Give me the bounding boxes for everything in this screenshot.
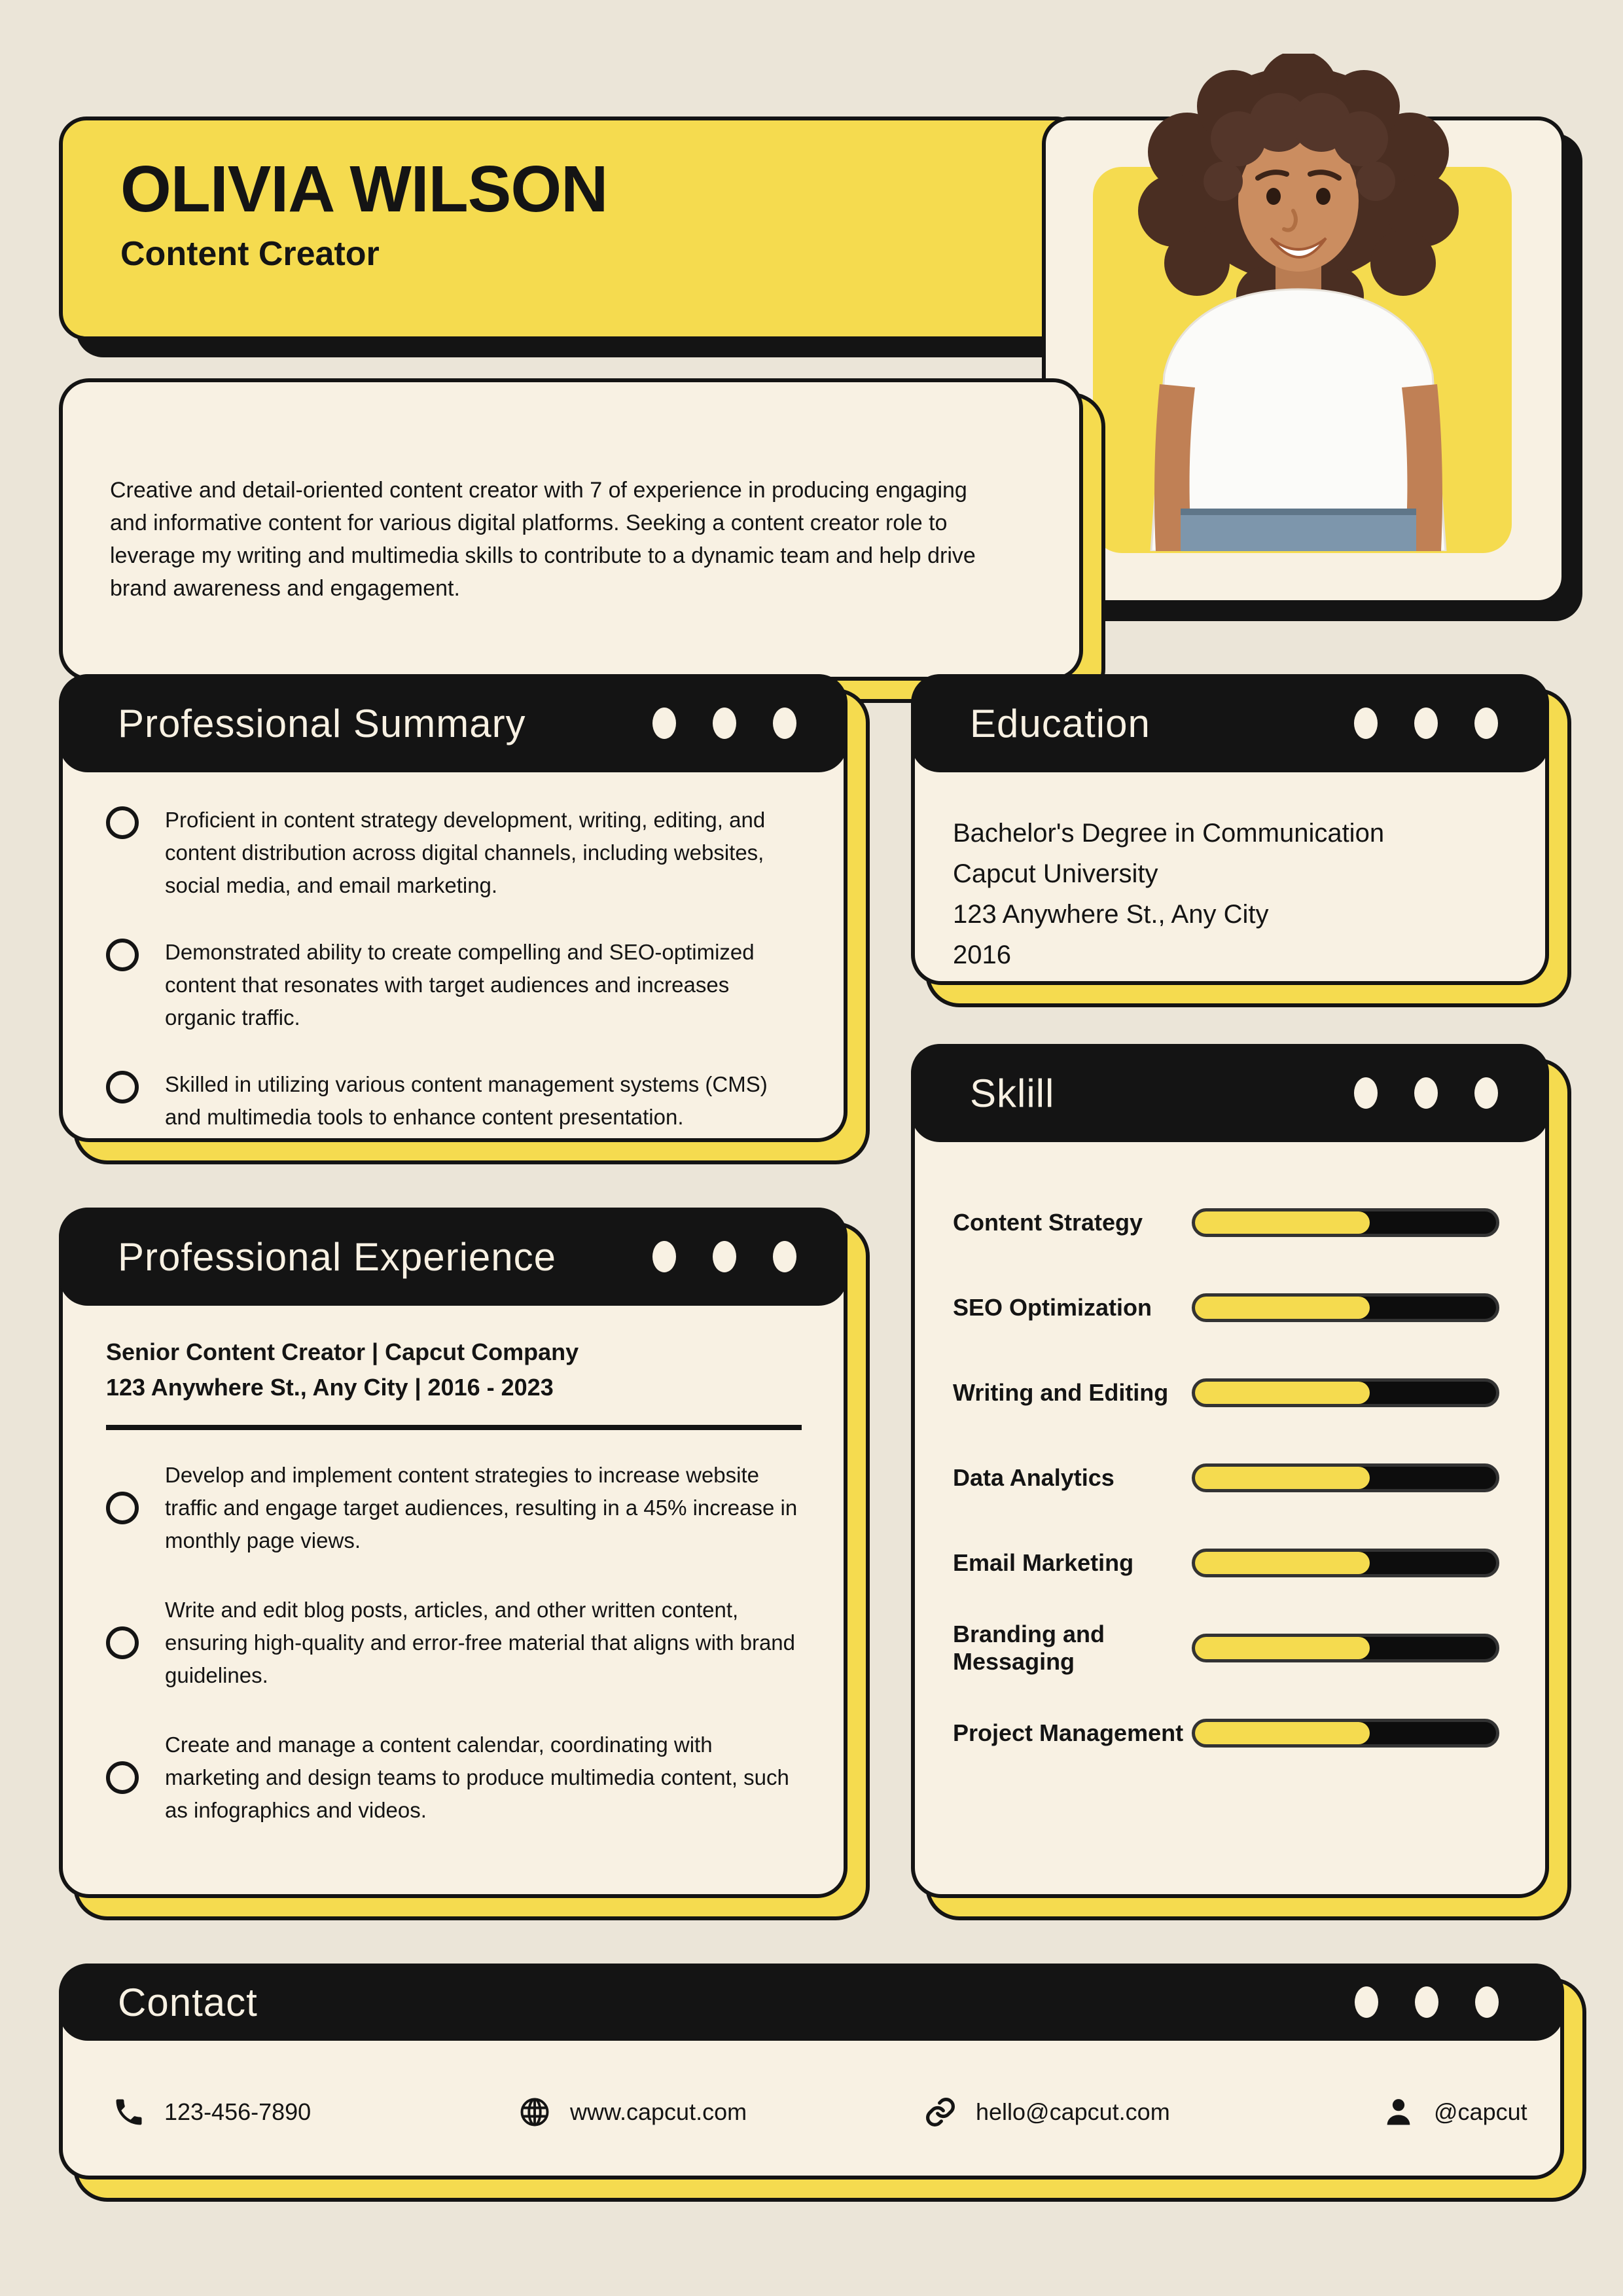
globe-icon	[518, 2095, 552, 2129]
window-dots-icon	[652, 1241, 796, 1272]
professional-summary-card	[59, 674, 847, 1142]
education-line: 2016	[953, 941, 1011, 969]
skill-row	[953, 1435, 1499, 1520]
skill-label: Branding and Messaging	[953, 1621, 1105, 1675]
skill-label: Project Management	[953, 1719, 1184, 1746]
person-job-title: Content Creator	[120, 235, 380, 273]
education-line: Bachelor's Degree in Communication	[953, 819, 1385, 848]
education-line: 123 Anywhere St., Any City	[953, 900, 1269, 929]
education-header	[911, 674, 1549, 772]
professional-experience-header	[59, 1208, 847, 1306]
experience-bullet-list	[106, 1459, 804, 1827]
photo-card	[1042, 117, 1565, 604]
contact-header	[59, 1964, 1564, 2041]
skill-label: Content Strategy	[953, 1209, 1143, 1236]
bullet-text: Write and edit blog posts, articles, and other written content, ensuring high-quality and error-free material that aligns with brand guidelines.	[165, 1598, 796, 1687]
bullet-circle-icon	[106, 806, 139, 839]
skill-bar-track	[1192, 1634, 1499, 1662]
skill-bar-track	[1192, 1463, 1499, 1492]
bullet-text: Demonstrated ability to create compelling and SEO-optimized content that resonates with target audiences and increases organic traffic.	[165, 940, 755, 1030]
skill-bar-track	[1192, 1549, 1499, 1577]
divider	[106, 1425, 802, 1430]
section-title: Contact	[118, 1980, 258, 2024]
jeans	[1181, 512, 1416, 551]
skill-bar-track	[1192, 1208, 1499, 1237]
bullet-text: Create and manage a content calendar, coordinating with marketing and design teams to produce multimedia content, such as infographics and videos.	[165, 1732, 789, 1822]
window-dots-icon	[652, 708, 796, 739]
link-icon	[923, 2095, 957, 2129]
window-dots-icon	[1354, 708, 1498, 739]
professional-experience-card	[59, 1208, 847, 1898]
contact-item	[112, 2095, 311, 2129]
contact-text: www.capcut.com	[570, 2098, 747, 2125]
contact-text: @capcut	[1434, 2098, 1527, 2125]
education-card	[911, 674, 1549, 985]
skill-bar-fill	[1195, 1211, 1370, 1234]
summary-bullet-list	[106, 804, 804, 1134]
skill-bar-track	[1192, 1719, 1499, 1748]
name-header-card	[59, 117, 1083, 340]
window-dots-icon	[1355, 1986, 1499, 2018]
person-name: OLIVIA WILSON	[120, 152, 608, 226]
skill-label: Data Analytics	[953, 1464, 1115, 1491]
education-details	[915, 776, 1545, 975]
contact-item	[1382, 2095, 1527, 2129]
contact-items	[63, 2045, 1560, 2179]
skill-row	[953, 1691, 1499, 1776]
bullet-text: Develop and implement content strategies to increase website traffic and engage target audiences, resulting in a 45% increase in monthly page views.	[165, 1463, 798, 1552]
skill-row	[953, 1520, 1499, 1605]
experience-meta: 123 Anywhere St., Any City | 2016 - 2023	[106, 1374, 554, 1401]
contact-text: 123-456-7890	[164, 2098, 312, 2125]
skill-bar-track	[1192, 1378, 1499, 1407]
skill-bar-fill	[1195, 1722, 1370, 1744]
bullet-circle-icon	[106, 1761, 139, 1794]
list-item	[106, 1594, 804, 1692]
portrait-photo	[1082, 54, 1514, 551]
section-title: Professional Summary	[118, 701, 526, 745]
contact-text: hello@capcut.com	[976, 2098, 1170, 2125]
contact-item	[518, 2095, 747, 2129]
bullet-circle-icon	[106, 1626, 139, 1659]
list-item	[106, 1068, 804, 1134]
skill-row	[953, 1180, 1499, 1265]
contact-card	[59, 1964, 1564, 2179]
education-line: Capcut University	[953, 859, 1158, 888]
skill-bar-fill	[1195, 1552, 1370, 1574]
skill-bar-fill	[1195, 1467, 1370, 1489]
skill-bar-fill	[1195, 1382, 1370, 1404]
skill-bar-fill	[1195, 1637, 1370, 1659]
skill-row	[953, 1605, 1499, 1691]
experience-role: Senior Content Creator | Capcut Company	[106, 1338, 579, 1365]
window-dots-icon	[1354, 1077, 1498, 1109]
phone-icon	[112, 2095, 146, 2129]
skills-card	[911, 1044, 1549, 1898]
list-item	[106, 936, 804, 1034]
list-item	[106, 1729, 804, 1827]
section-title: Sklill	[970, 1071, 1055, 1115]
bullet-text: Skilled in utilizing various content management systems (CMS) and multimedia tools to enhance content presentation.	[165, 1072, 768, 1129]
section-title: Professional Experience	[118, 1234, 557, 1279]
person-icon	[1382, 2095, 1416, 2129]
professional-summary-header	[59, 674, 847, 772]
intro-card	[59, 378, 1083, 681]
list-item	[106, 1459, 804, 1557]
skill-label: Writing and Editing	[953, 1379, 1169, 1406]
intro-text: Creative and detail-oriented content creator with 7 of experience in producing engaging and informative content for various digital platforms. Seeking a content creator role to leverage my writing and multimedia skills to contribute to a dynamic team and help drive brand awareness and engagement.	[110, 478, 976, 601]
skill-row	[953, 1350, 1499, 1435]
list-item	[106, 804, 804, 902]
skill-label: SEO Optimization	[953, 1294, 1152, 1321]
skills-list	[915, 1146, 1545, 1776]
section-title: Education	[970, 701, 1150, 745]
skill-bar-track	[1192, 1293, 1499, 1322]
contact-item	[923, 2095, 1170, 2129]
skill-bar-fill	[1195, 1297, 1370, 1319]
bullet-circle-icon	[106, 939, 139, 971]
skill-row	[953, 1265, 1499, 1350]
bullet-circle-icon	[106, 1492, 139, 1524]
bullet-text: Proficient in content strategy development, writing, editing, and content distribution across digital channels, including websites, social media, and email marketing.	[165, 808, 766, 897]
bullet-circle-icon	[106, 1071, 139, 1103]
skill-label: Email Marketing	[953, 1549, 1134, 1576]
skills-header	[911, 1044, 1549, 1142]
